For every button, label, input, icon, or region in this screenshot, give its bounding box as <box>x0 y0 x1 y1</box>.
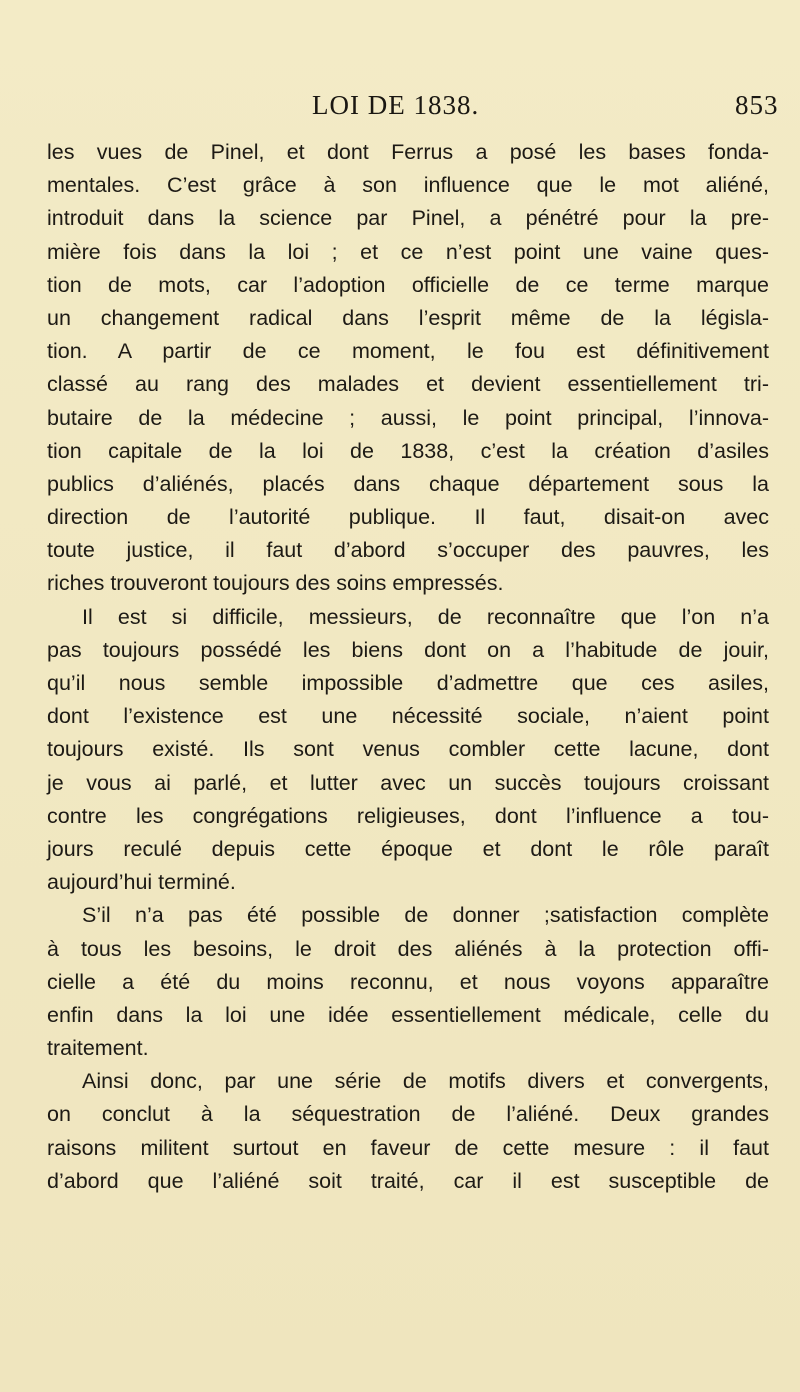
text-line: S’il n’a pas été possible de donner ;satisfaction complète <box>82 903 769 928</box>
text-line: tion de mots, car l’adoption officielle de ce terme marque <box>47 272 769 297</box>
text-line: riches trouveront toujours des soins empressés. <box>47 571 504 596</box>
text-line: traitement. <box>47 1036 149 1061</box>
text-line: on conclut à la séquestration de l’aliéné. Deux grandes <box>47 1102 769 1127</box>
text-line: dont l’existence est une nécessité sociale, n’aient point <box>47 704 769 729</box>
text-line: Ainsi donc, par une série de motifs divers et convergents, <box>82 1069 769 1094</box>
body-text <box>47 136 769 1198</box>
text-line: mentales. C’est grâce à son influence que le mot aliéné, <box>47 173 769 198</box>
text-line: enfin dans la loi une idée essentiellement médicale, celle du <box>47 1002 769 1027</box>
text-line: mière fois dans la loi ; et ce n’est point une vaine ques- <box>47 239 769 264</box>
text-line: classé au rang des malades et devient essentiellement tri- <box>47 372 769 397</box>
text-line: tion. A partir de ce moment, le fou est définitivement <box>47 339 769 364</box>
text-line: toujours existé. Ils sont venus combler cette lacune, dont <box>47 737 769 762</box>
text-line: raisons militent surtout en faveur de cette mesure : il faut <box>47 1135 769 1160</box>
page-header <box>0 90 800 124</box>
text-line: direction de l’autorité publique. Il faut, disait-on avec <box>47 505 769 530</box>
text-line: butaire de la médecine ; aussi, le point principal, l’innova- <box>47 405 769 430</box>
text-line: pas toujours possédé les biens dont on a l’habitude de jouir, <box>47 637 769 662</box>
text-line: publics d’aliénés, placés dans chaque département sous la <box>47 471 769 496</box>
page-number: 853 <box>735 90 779 120</box>
text-line: cielle a été du moins reconnu, et nous voyons apparaître <box>47 969 769 994</box>
text-line: tion capitale de la loi de 1838, c’est la création d’asiles <box>47 438 769 463</box>
text-line: à tous les besoins, le droit des aliénés à la protection offi- <box>47 936 769 961</box>
text-line: aujourd’hui terminé. <box>47 870 236 895</box>
text-line: toute justice, il faut d’abord s’occuper des pauvres, les <box>47 538 769 563</box>
text-line: introduit dans la science par Pinel, a pénétré pour la pre- <box>47 206 769 231</box>
text-line: jours reculé depuis cette époque et dont le rôle paraît <box>47 836 769 861</box>
text-line: Il est si difficile, messieurs, de reconnaître que l’on n’a <box>82 604 769 629</box>
running-title: LOI DE 1838. <box>312 90 480 120</box>
text-line: contre les congrégations religieuses, dont l’influence a tou- <box>47 803 769 828</box>
text-line: les vues de Pinel, et dont Ferrus a posé les bases fonda- <box>47 140 769 164</box>
text-line: d’abord que l’aliéné soit traité, car il est susceptible de <box>47 1168 769 1193</box>
text-line: qu’il nous semble impossible d’admettre que ces asiles, <box>47 671 769 695</box>
text-line: un changement radical dans l’esprit même de la législa- <box>47 305 769 330</box>
text-line: je vous ai parlé, et lutter avec un succès toujours croissant <box>47 770 769 795</box>
